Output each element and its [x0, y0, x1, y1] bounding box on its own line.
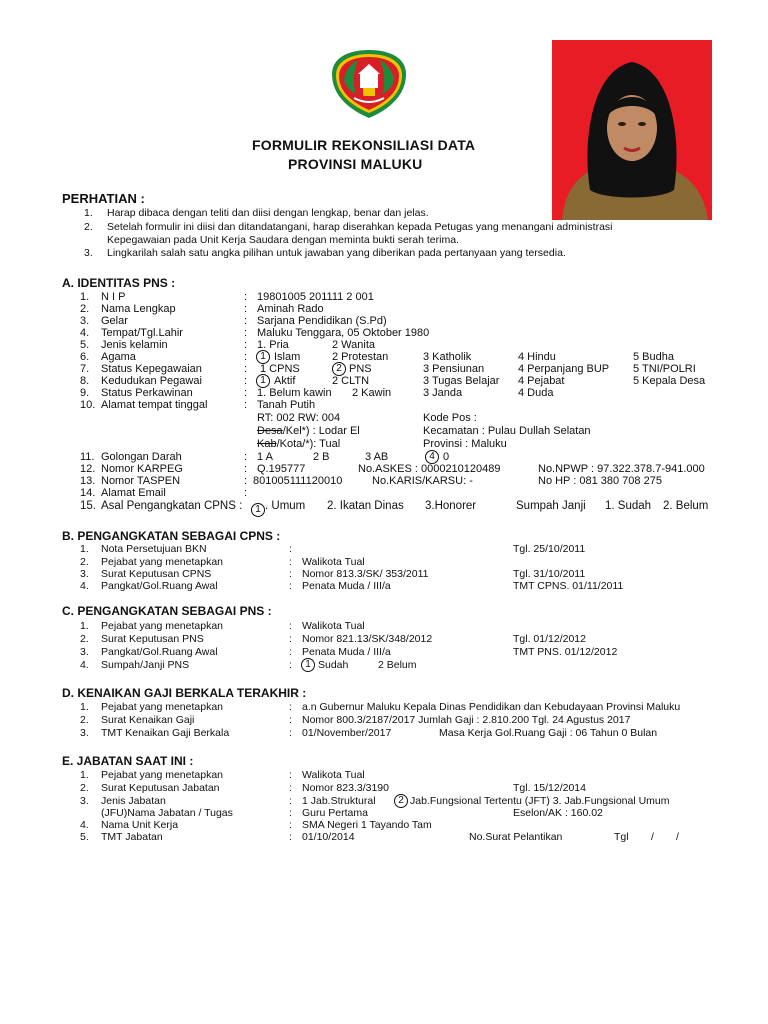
field-value: Penata Muda / III/a [302, 646, 391, 658]
askes: No.ASKES : 0000210120489 [358, 463, 501, 475]
gelar-value: Sarjana Pendidikan (S.Pd) [257, 315, 387, 327]
colon: : [244, 487, 248, 499]
field-value: Walikota Tual [302, 769, 365, 781]
field-label: Status Kepegawaian [101, 363, 202, 375]
colon: : [244, 463, 248, 475]
karpeg-value: Q.195777 [257, 463, 306, 475]
option: 3 AB [365, 451, 389, 463]
colon: : [289, 727, 292, 739]
field-label: TMT Kenaikan Gaji Berkala [101, 727, 230, 739]
row-num: 4. [80, 659, 89, 671]
selected-circle: 1 [256, 374, 270, 388]
form-title-line-1: FORMULIR REKONSILIASI DATA [252, 137, 476, 153]
option: 2. Ikatan Dinas [327, 500, 404, 512]
circled-option-1 [256, 374, 270, 388]
option: 4 Perpanjang BUP [518, 363, 610, 375]
colon: : [244, 399, 248, 411]
field-label: Golongan Darah [101, 451, 182, 463]
option: 3 Janda [423, 387, 463, 399]
colon: : [244, 387, 248, 399]
option: 2 Kawin [352, 387, 392, 399]
row-num: 7. [80, 363, 90, 375]
colon: : [289, 782, 292, 794]
field-value: Nomor 813.3/SK/ 353/2011 [302, 568, 429, 580]
selected-circle: 2 [332, 362, 346, 376]
perhatian-num: 3. [84, 247, 93, 259]
colon: : [289, 769, 292, 781]
field-label: Asal Pengangkatan CPNS : [101, 500, 243, 512]
field-label: Pejabat yang menetapkan [101, 701, 224, 713]
selected-circle: 1 [256, 350, 270, 364]
row-num: 10. [80, 399, 96, 411]
colon: : [289, 568, 292, 580]
row-num: 3. [80, 315, 90, 327]
option: 3 Tugas Belajar [423, 375, 500, 387]
section-e-heading: E. JABATAN SAAT INI : [62, 754, 194, 768]
row-num: 5. [80, 339, 90, 351]
option: 3 Katholik [423, 351, 472, 363]
sumpah-label: Sumpah Janji [516, 500, 586, 512]
option: 2. Belum [663, 500, 709, 512]
kab-struck: Kab [257, 438, 277, 450]
row-num: 3. [80, 795, 89, 807]
row-num: 2. [80, 556, 89, 568]
date-slash: / [676, 831, 679, 843]
row-num: 13. [80, 475, 96, 487]
colon: : [289, 659, 292, 671]
field-value: 01/10/2014 [302, 831, 355, 843]
row-num: 1. [80, 701, 89, 713]
option: 1 A [257, 451, 273, 463]
option: . Umum [265, 500, 306, 512]
rt-rw: RT: 002 RW: 004 [257, 412, 341, 424]
colon: : [289, 701, 292, 713]
kecamatan: Kecamatan : Pulau Dullah Selatan [423, 425, 591, 437]
row-num: 3. [80, 646, 89, 658]
option: Aktif [274, 375, 296, 387]
field-label: Surat Keputusan PNS [101, 633, 204, 645]
colon: : [244, 351, 248, 363]
option: 4 Pejabat [518, 375, 565, 387]
portrait-photo [552, 40, 712, 220]
kab-kota [257, 438, 340, 450]
date-value: Tgl. 31/10/2011 [513, 568, 586, 580]
row-num: 5. [80, 831, 89, 843]
option: 0 [443, 451, 450, 463]
colon: : [289, 807, 292, 819]
circled-option-2 [332, 362, 346, 376]
field-value: Walikota Tual [302, 556, 365, 568]
field-value: Guru Pertama [302, 807, 368, 819]
row-num: 14. [80, 487, 96, 499]
circled-option-2 [394, 794, 408, 808]
row-num: 15. [80, 500, 96, 512]
maluku-province-emblem-icon [330, 48, 408, 120]
field-label: Status Perkawinan [101, 387, 193, 399]
field-label: N I P [101, 291, 126, 303]
colon: : [289, 556, 292, 568]
taspen-value: 801005111120010 [253, 475, 343, 487]
option: 4 Hindu [518, 351, 556, 363]
kab-kota-value: /Kota/*): Tual [276, 438, 341, 450]
colon: : [289, 543, 292, 555]
date-value: TMT PNS. 01/12/2012 [513, 646, 618, 658]
field-value: 01/November/2017 [302, 727, 392, 739]
ttl-value: Maluku Tenggara, 05 Oktober 1980 [257, 327, 430, 339]
option: 2 Belum [378, 659, 417, 671]
nip-value: 19801005 201111 2 001 [257, 291, 374, 303]
field-value: a.n Gubernur Maluku Kepala Dinas Pendidikan dan Kebudayaan Provinsi Maluku [302, 701, 681, 713]
field-label: Pejabat yang menetapkan [101, 620, 224, 632]
eselon-value: Eselon/AK : 160.02 [513, 807, 603, 819]
row-num: 4. [80, 580, 89, 592]
karis: No.KARIS/KARSU: - [372, 475, 473, 487]
field-label: Nomor KARPEG [101, 463, 183, 475]
row-num: 2. [80, 303, 90, 315]
option: 5 TNI/POLRI [633, 363, 696, 375]
option: 2 B [313, 451, 330, 463]
option: Islam [274, 351, 301, 363]
option: 2 CLTN [332, 375, 370, 387]
colon: : [289, 819, 292, 831]
field-label: Nota Persetujuan BKN [101, 543, 207, 555]
colon: : [244, 315, 248, 327]
option: PNS [349, 363, 372, 375]
colon: : [244, 475, 248, 487]
field-label: Alamat Email [101, 487, 166, 499]
person-portrait-icon [552, 40, 712, 220]
selected-circle: 1 [301, 658, 315, 672]
field-value: Jab.Fungsional Tertentu (JFT) 3. Jab.Fungsional Umum [410, 795, 670, 807]
desa-struck: Desa [257, 425, 283, 437]
date-value: Tgl. 25/10/2011 [513, 543, 586, 555]
perhatian-item: Lingkarilah salah satu angka pilihan untuk jawaban yang diberikan pada pertanyaan yang tersedia. [107, 247, 566, 259]
field-label: Kedudukan Pegawai [101, 375, 202, 387]
field-value: 1 Jab.Struktural [302, 795, 376, 807]
date-value: Tgl. 01/12/2012 [513, 633, 586, 645]
field-value: SMA Negeri 1 Tayando Tam [302, 819, 432, 831]
desa-kel [257, 425, 360, 437]
field-label: Tempat/Tgl.Lahir [101, 327, 183, 339]
field-label: Jenis Jabatan [101, 795, 166, 807]
tgl-label: Tgl [614, 831, 629, 843]
option: 4 Duda [518, 387, 554, 399]
field-value: Nomor 821.13/SK/348/2012 [302, 633, 433, 645]
field-label: Nama Lengkap [101, 303, 176, 315]
colon: : [289, 714, 292, 726]
section-d-heading: D. KENAIKAN GAJI BERKALA TERAKHIR : [62, 686, 307, 700]
row-num: 1. [80, 769, 89, 781]
field-value: Walikota Tual [302, 620, 365, 632]
colon: : [244, 327, 248, 339]
row-num: 2. [80, 633, 89, 645]
date-slash: / [651, 831, 654, 843]
date-value: TMT CPNS. 01/11/2011 [513, 580, 624, 592]
option: 3.Honorer [425, 500, 477, 512]
section-a-heading: A. IDENTITAS PNS : [62, 276, 176, 290]
colon: : [289, 580, 292, 592]
colon: : [289, 646, 292, 658]
circled-option-1 [256, 350, 270, 364]
field-value: Penata Muda / III/a [302, 580, 391, 592]
row-num: 1. [80, 543, 89, 555]
field-value: Nomor 800.3/2187/2017 Jumlah Gaji : 2.810.200 Tgl. 24 Agustus 2017 [302, 714, 631, 726]
row-num: 9. [80, 387, 90, 399]
circled-option-4 [425, 450, 439, 464]
colon: : [244, 451, 248, 463]
field-label: Nomor TASPEN [101, 475, 181, 487]
npwp: No.NPWP : 97.322.378.7-941.000 [538, 463, 705, 475]
section-c-heading: C. PENGANGKATAN SEBAGAI PNS : [62, 604, 272, 618]
colon: : [289, 633, 292, 645]
selected-circle: 1 [251, 503, 265, 517]
field-label: TMT Jabatan [101, 831, 163, 843]
field-label: Jenis kelamin [101, 339, 168, 351]
no-hp: No HP : 081 380 708 275 [538, 475, 662, 487]
row-num: 6. [80, 351, 90, 363]
field-label: Pejabat yang menetapkan [101, 556, 224, 568]
row-num: 4. [80, 819, 89, 831]
perhatian-num: 1. [84, 207, 93, 219]
perhatian-item: Kepegawaian pada Unit Kerja Saudara dengan meminta bukti serah terima. [107, 234, 459, 246]
option: 2 Wanita [332, 339, 376, 351]
provinsi: Provinsi : Maluku [423, 438, 507, 450]
option: 5 Budha [633, 351, 674, 363]
desa-kel-value: /Kel*) : Lodar El [282, 425, 360, 437]
field-value: Nomor 823.3/3190 [302, 782, 389, 794]
field-label: Surat Keputusan Jabatan [101, 782, 220, 794]
row-num: 8. [80, 375, 90, 387]
form-title-line-2: PROVINSI MALUKU [288, 156, 423, 172]
option: 3 Pensiunan [423, 363, 485, 375]
circled-option-1 [301, 658, 315, 672]
field-label: (JFU)Nama Jabatan / Tugas [101, 807, 233, 819]
option: 1 CPNS [260, 363, 300, 375]
colon: : [289, 620, 292, 632]
perhatian-item: Setelah formulir ini diisi dan ditandatangani, harap diserahkan kepada Petugas yang menangani administrasi [107, 221, 613, 233]
perhatian-item: Harap dibaca dengan teliti dan diisi dengan lengkap, benar dan jelas. [107, 207, 429, 219]
row-num: 3. [80, 568, 89, 580]
colon: : [244, 339, 248, 351]
field-label: Surat Keputusan CPNS [101, 568, 212, 580]
colon: : [244, 375, 248, 387]
field-label: Pangkat/Gol.Ruang Awal [101, 580, 218, 592]
alamat-value: Tanah Putih [257, 399, 316, 411]
option: Sudah [318, 659, 349, 671]
row-num: 3. [80, 727, 89, 739]
date-value: Tgl. 15/12/2014 [513, 782, 586, 794]
circled-option-1 [251, 499, 265, 517]
row-num: 2. [80, 714, 89, 726]
option: 1. Sudah [605, 500, 652, 512]
pelantikan-label: No.Surat Pelantikan [469, 831, 563, 843]
option: 5 Kepala Desa [633, 375, 706, 387]
field-label: Agama [101, 351, 136, 363]
selected-circle: 4 [425, 450, 439, 464]
row-num: 11. [80, 451, 95, 463]
nama-value: Aminah Rado [257, 303, 324, 315]
masa-kerja: Masa Kerja Gol.Ruang Gaji : 06 Tahun 0 Bulan [439, 727, 658, 739]
colon: : [289, 831, 292, 843]
field-label: Surat Kenaikan Gaji [101, 714, 195, 726]
field-label: Pejabat yang menetapkan [101, 769, 224, 781]
row-num: 12. [80, 463, 96, 475]
row-num: 2. [80, 782, 89, 794]
field-label: Alamat tempat tinggal [101, 399, 208, 411]
colon: : [244, 303, 248, 315]
field-label: Sumpah/Janji PNS [101, 659, 190, 671]
option: 1. Pria [257, 339, 289, 351]
colon: : [289, 795, 292, 807]
row-num: 1. [80, 620, 89, 632]
field-label: Nama Unit Kerja [101, 819, 179, 831]
selected-circle: 2 [394, 794, 408, 808]
kode-pos: Kode Pos : [423, 412, 477, 424]
perhatian-num: 2. [84, 221, 93, 233]
row-num: 1. [80, 291, 90, 303]
perhatian-heading: PERHATIAN : [62, 191, 145, 206]
option: 1. Belum kawin [257, 387, 332, 399]
colon: : [244, 291, 248, 303]
option: 2 Protestan [332, 351, 389, 363]
section-b-heading: B. PENGANGKATAN SEBAGAI CPNS : [62, 529, 281, 543]
row-num: 4. [80, 327, 90, 339]
province-emblem-logo [330, 48, 408, 120]
field-label: Pangkat/Gol.Ruang Awal [101, 646, 218, 658]
field-label: Gelar [101, 315, 128, 327]
colon: : [244, 363, 248, 375]
